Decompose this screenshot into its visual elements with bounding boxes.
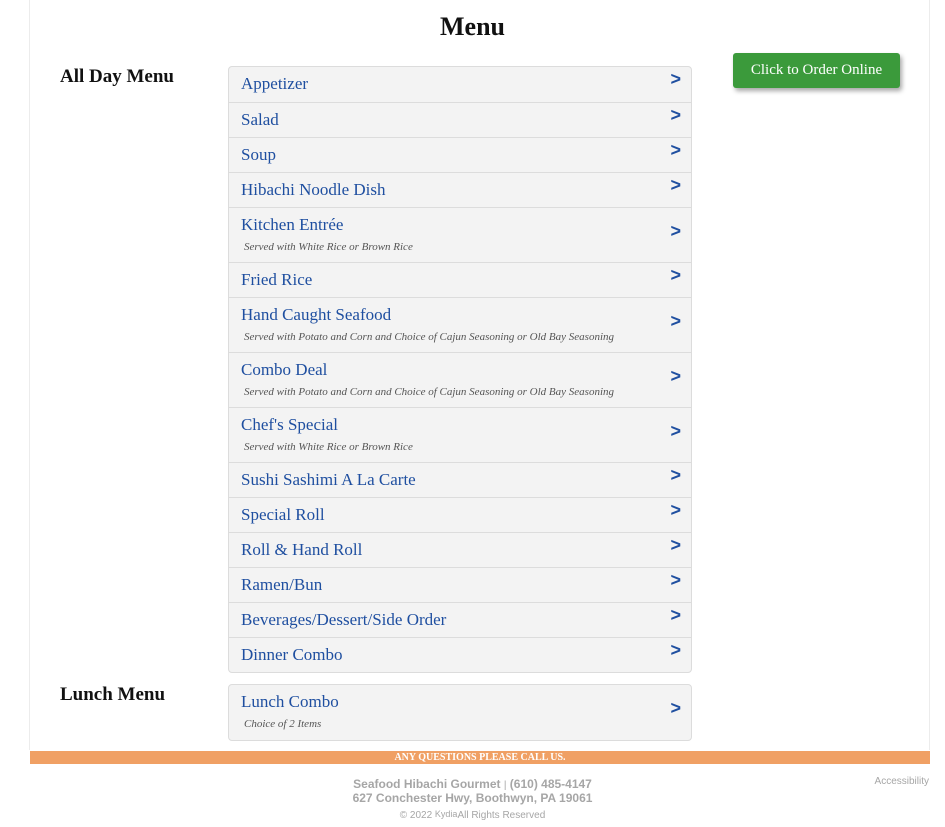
menu-item-hand-caught-seafood[interactable] (229, 297, 691, 352)
menu-item-label: Hibachi Noodle Dish (241, 180, 386, 199)
menu-item-label: Sushi Sashimi A La Carte (241, 470, 416, 489)
chevron-right-icon: > (670, 698, 681, 718)
footer-address: 627 Conchester Hwy, Boothwyn, PA 19061 (352, 791, 593, 805)
call-us-banner: ANY QUESTIONS PLEASE CALL US. (30, 751, 930, 764)
menu-item-label: Kitchen Entrée (241, 215, 344, 234)
menu-item-label: Hand Caught Seafood (241, 305, 392, 324)
menu-item-label: Chef's Special (241, 415, 339, 434)
menu-item-special-roll[interactable] (229, 497, 691, 532)
menu-item-beverages-dessert-side-order[interactable] (229, 602, 691, 637)
kydia-brand-link[interactable]: Kydia (434, 809, 458, 819)
chevron-right-icon: > (670, 605, 681, 625)
all-day-menu-list (228, 66, 692, 673)
menu-item-ramen-bun[interactable] (229, 567, 691, 602)
menu-item-label: Lunch Combo (241, 692, 339, 711)
chevron-right-icon: > (670, 69, 681, 89)
menu-item-dinner-combo[interactable] (229, 637, 691, 672)
chevron-right-icon: > (670, 366, 681, 386)
menu-item-fried-rice[interactable] (229, 262, 691, 297)
menu-item-kitchen-entr-e[interactable] (229, 207, 691, 262)
menu-item-description: Served with Potato and Corn and Choice of Cajun Seasoning or Old Bay Seasoning (244, 386, 615, 398)
menu-item-label: Ramen/Bun (241, 575, 323, 594)
menu-item-description: Served with Potato and Corn and Choice of Cajun Seasoning or Old Bay Seasoning (244, 331, 615, 343)
menu-item-soup[interactable] (229, 137, 691, 172)
chevron-right-icon: > (670, 421, 681, 441)
all-day-menu-title: All Day Menu (60, 66, 174, 87)
chevron-right-icon: > (670, 311, 681, 331)
rights-text: All Rights Reserved (457, 810, 546, 821)
menu-item-label: Special Roll (241, 505, 325, 524)
chevron-right-icon: > (670, 500, 681, 520)
menu-item-salad[interactable] (229, 102, 691, 137)
chevron-right-icon: > (670, 570, 681, 590)
menu-item-lunch-combo[interactable] (229, 685, 691, 740)
chevron-right-icon: > (670, 140, 681, 160)
menu-item-sushi-sashimi-a-la-carte[interactable] (229, 462, 691, 497)
menu-item-label: Roll & Hand Roll (241, 540, 363, 559)
chevron-right-icon: > (670, 265, 681, 285)
menu-item-combo-deal[interactable] (229, 352, 691, 407)
order-online-button[interactable]: Click to Order Online (733, 53, 900, 88)
copyright-text: © 2022 (399, 810, 433, 821)
chevron-right-icon: > (670, 535, 681, 555)
footer-copyright (0, 809, 945, 821)
menu-item-label: Combo Deal (241, 360, 328, 379)
footer-separator: | (503, 780, 507, 791)
menu-item-label: Fried Rice (241, 270, 313, 289)
menu-item-description: Served with White Rice or Brown Rice (244, 441, 413, 453)
menu-item-roll-hand-roll[interactable] (229, 532, 691, 567)
lunch-menu-list (228, 684, 692, 741)
menu-item-label: Beverages/Dessert/Side Order (241, 610, 447, 629)
menu-item-label: Appetizer (241, 74, 309, 93)
menu-item-chef-s-special[interactable] (229, 407, 691, 462)
page-title: Menu (440, 12, 505, 41)
footer-restaurant-name: Seafood Hibachi Gourmet (353, 777, 501, 791)
menu-item-label: Dinner Combo (241, 645, 343, 664)
menu-item-description: Choice of 2 Items (244, 718, 322, 730)
menu-item-hibachi-noodle-dish[interactable] (229, 172, 691, 207)
menu-item-label: Soup (241, 145, 276, 164)
chevron-right-icon: > (670, 640, 681, 660)
menu-item-description: Served with White Rice or Brown Rice (244, 241, 413, 253)
chevron-right-icon: > (670, 465, 681, 485)
chevron-right-icon: > (670, 221, 681, 241)
chevron-right-icon: > (670, 175, 681, 195)
chevron-right-icon: > (670, 105, 681, 125)
footer-contact (0, 777, 945, 791)
lunch-menu-title: Lunch Menu (60, 684, 166, 705)
menu-item-appetizer[interactable] (229, 67, 691, 102)
footer-phone[interactable]: (610) 485-4147 (509, 777, 592, 791)
menu-item-label: Salad (241, 110, 279, 129)
accessibility-link[interactable]: Accessibility (874, 776, 929, 787)
